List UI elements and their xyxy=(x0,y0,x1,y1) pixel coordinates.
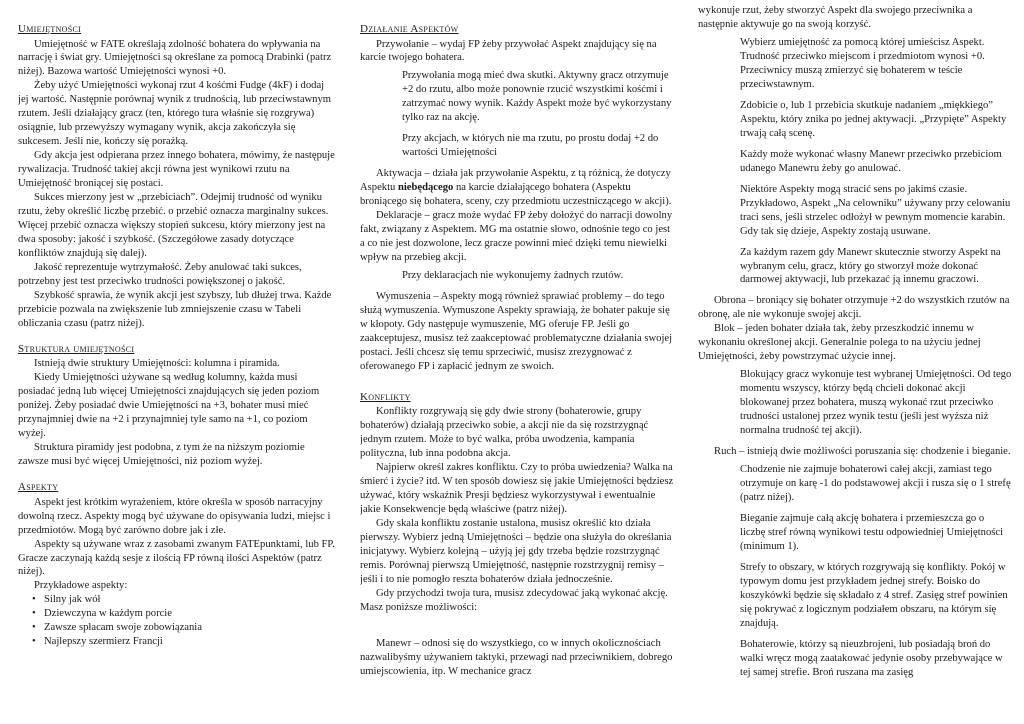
indented-block xyxy=(740,368,1012,438)
paragraph: Chodzenie nie zajmuje bohaterowi całej akcji, zamiast tego otrzymuje on karę -1 do podstawowej akcji i rusza się o 1 strefę (patrz niżej). xyxy=(740,464,1011,504)
column-middle xyxy=(360,22,674,722)
paragraph: Najpierw określ zakres konfliktu. Czy to próba uwiedzenia? Walka na śmierć i życie? itd. W ten sposób dowiesz się jakie Umiejętności będziesz używać, który wskaźnik Presji będziesz wykorzystywał i ewentualnie jakie Konsekwencje będą właściwe (patrz niżej). xyxy=(360,462,674,516)
section-title-aspect-actions: Działanie Aspektów xyxy=(360,23,459,35)
paragraph: Każdy może wykonać własny Manewr przeciwko przebiciom udanego Manewru żeby go anulować. xyxy=(740,148,1002,174)
indented-block xyxy=(402,69,674,160)
paragraph: Wybierz umiejętność za pomocą której umieścisz Aspekt. Trudność przeciwko miejscom i przedmiotom wynosi +0. Przeciwnicy muszą zmierzyć się bohaterem w teście przeciwstawnym. xyxy=(740,36,985,90)
paragraph: Kiedy Umiejętności używane są według kolumny, każda musi posiadać jedną lub więcej Umiejętności znajdujących się jeden poziom poniżej. Żeby posiadać dwie Umiejętności na +3, bohater musi mieć przynajmniej dwie na +2 i przynajmniej tyle samo na +1, co poziom wyżej. xyxy=(18,372,320,440)
paragraph: Bieganie zajmuje całą akcję bohatera i przemieszcza go o liczbę stref równą wynikowi testu odpowiedniej Umiejętności (minimum 1). xyxy=(740,513,1004,552)
paragraph: Żeby użyć Umiejętności wykonaj rzut 4 kośćmi Fudge (4kF) i dodaj jej wartość. Następnie porównaj wynik z trudnością, lub przeciwstawnym rzutem. Jeśli działający gracz (ten, którego tura właśnie się rozgrywa) osiągnie, lub przewyższy wymagany wynik, akcja zakończyła się sukcesem. Jeśli nie, kończy się porażką. xyxy=(18,80,332,148)
paragraph: Przy deklaracjach nie wykonujemy żadnych rzutów. xyxy=(402,270,624,282)
paragraph: Obrona – broniący się bohater otrzymuje +2 do wszystkich rzutów na obronę, ale nie wykonuje swojej akcji. xyxy=(698,295,1010,321)
bold-word: niebędącego xyxy=(397,182,454,194)
column-left xyxy=(18,22,336,722)
paragraph: Manewr – odnosi się do wszystkiego, co w innych okolicznościach nazwalibyśmy używaniem taktyki, przewagi nad przeciwnikiem, dobrego umiejscowienia, itp. W mechanice gracz xyxy=(360,637,673,677)
paragraph: Gdy skala konfliktu zostanie ustalona, musisz określić kto działa pierwszy. Wybierz jedną Umiejętności – będzie ona służyła do określania inicjatywy. Wybierz kolejną – użyją jej gdy trzeba będzie rozstrzygnąć remis. Porównaj pierwszą Umiejętność, następnie rozstrzygnij remisy – jeśli i to nie pomogło reszta bohaterów działa jednocześnie. xyxy=(360,518,672,585)
section-title-aspects: Aspekty xyxy=(18,481,59,494)
section-title-skill-structure: Struktura umiejętności xyxy=(18,342,135,355)
list-item: • Zawsze spłacam swoje zobowiązania xyxy=(32,621,336,635)
paragraph: Aspekt jest krótkim wyrażeniem, które określa w sposób narracyjny dowolną rzecz. Aspekty mogą być używane do opisywania ludzi, miejsc i przedmiotów. Mogą być zarówno dobre jak i złe. xyxy=(18,496,331,536)
paragraph: Wymuszenia – Aspekty mogą również sprawiać problemy – do tego służą wymuszenia. Wymuszone Aspekty sprawiają, że bohater pakuje się w kłopoty. Gdy następuje wymuszenie, MG oferuje FP. Jeśli go zaakceptujesz, musisz też zaakceptować problematyczne działania swojej postaci. Jeśli chcesz się temu sprzeciwić, musisz zrezygnować z oferowanego FP i zapłacić jednym ze swoich. xyxy=(360,291,673,372)
indented-block xyxy=(740,36,1012,288)
paragraph: Przy akcjach, w których nie ma rzutu, po prostu dodaj +2 do wartości Umiejętności xyxy=(402,133,659,159)
paragraph: Sukces mierzony jest w „przebiciach”. Odejmij trudność od wyniku rzutu, żeby określić liczbę przebić. o przebić oznacza marginalny sukces. Więcej przebić oznacza większy stopień sukcesu, który mierzony jest na dwa sposoby: jakość i szybkość. (Szczegółowe zasady dotyczące konfliktów znajdują się dalej). xyxy=(18,192,329,260)
paragraph: Aspekty są używane wraz z zasobami zwanym FATEpunktami, lub FP. Gracze zaczynają każdą sesje z ilością FP równą ilości Aspektów (patrz niżej). xyxy=(18,538,335,578)
paragraph: Przywołanie – wydaj FP żeby przywołać Aspekt znajdujący się na karcie twojego bohatera. xyxy=(360,38,657,64)
paragraph: Istnieją dwie struktury Umiejętności: kolumna i piramida. xyxy=(34,358,280,370)
paragraph: Aktywacja – działa jak przywołanie Aspektu, z tą różnicą, że dotyczy Aspektu niebędącego na karcie działającego bohatera (Aspektu broniącego się bohatera, sceny, czy przedmiotu uczestniczącego w akcji). xyxy=(360,168,672,208)
section-title-conflicts: Konflikty xyxy=(360,390,411,403)
list-item: • Najlepszy szermierz Francji xyxy=(32,635,336,649)
indented-block xyxy=(402,269,674,283)
paragraph: Konflikty rozgrywają się gdy dwie strony (bohaterowie, grupy bohaterów) działają przeciwko sobie, a akcji nie da się rozstrzygnąć jednym rzutem. Może to być walka, próba uwodzenia, kampania polityczna, lub inna podobna akcja. xyxy=(360,406,649,460)
paragraph: Ruch – istnieją dwie możliwości poruszania się: chodzenie i bieganie. xyxy=(714,446,1011,458)
paragraph: Za każdym razem gdy Manewr skutecznie stworzy Aspekt na wybranym celu, gracz, który go stworzył może dokonać darmowej aktywacji, lub przekazać ją innemu graczowi. xyxy=(740,246,1001,286)
list-item: • Dziewczyna w każdym porcie xyxy=(32,607,336,621)
section-title-skills: Umiejętności xyxy=(18,23,82,35)
paragraph: Blokujący gracz wykonuje test wybranej Umiejętności. Od tego momentu wszyscy, którzy będą chcieli dokonać akcji blokowanej przez bohatera, muszą wykonać rzut przeciwko trudności ustalonej przez wynik testu (jeśli jest wyższa niż normalna trudność tej akcji). xyxy=(740,369,1012,437)
paragraph: Deklaracje – gracz może wydać FP żeby dołożyć do narracji dowolny fakt, związany z Aspektem. MG ma ostatnie słowo, odnośnie tego co jest a co nie jest dozwolone, lecz gracze powinni mieć dzięki temu niewielki wpływ na przebieg akcji. xyxy=(360,210,673,264)
paragraph: Blok – jeden bohater działa tak, żeby przeszkodzić innemu w wykonaniu określonej akcji. Generalnie polega to na użyciu jednej Umiejętności, żeby powstrzymać użycie innej. xyxy=(698,323,981,363)
paragraph: Zdobicie o, lub 1 przebicia skutkuje nadaniem „miękkiego” Aspektu, który znika po jednej aktywacji. „Przypięte” Aspekty trwają całą scenę. xyxy=(740,99,1007,139)
paragraph: Jakość reprezentuje wytrzymałość. Żeby anulować taki sukces, potrzebny jest test przeciwko trudności powiększonej o jakość. xyxy=(18,262,302,287)
paragraph: Struktura piramidy jest podobna, z tym że na niższym poziomie zawsze musi być więcej Umiejętności, niż poziom wyżej. xyxy=(18,442,305,468)
paragraph: Gdy akcja jest odpierana przez innego bohatera, mówimy, że następuje rywalizacja. Trudność takiej akcji równa jest wynikowi rzutu na Umiejętność broniącej się postaci. xyxy=(18,150,335,190)
paragraph: Bohaterowie, którzy są nieuzbrojeni, lub posiadają broń do walki wręcz mogą zaatakować jedynie osoby przebywające w tej samej strefie. Broń ruszana ma zasięg xyxy=(740,638,1003,678)
paragraph: Umiejętność w FATE określają zdolność bohatera do wpływania na narrację i świat gry. Umiejętności są określane za pomocą Drabinki (patrz niżej). Bazowa wartość Umiejętności wynosi +0. xyxy=(18,38,332,78)
paragraph: Przykładowe aspekty: xyxy=(34,580,128,592)
paragraph: Szybkość sprawia, że wynik akcji jest szybszy, lub dłużej trwa. Każde przebicie pozwala na zwiększenie lub zmniejszenie czasu w Tabeli obliczania czasu (patrz niżej). xyxy=(18,289,332,329)
aspect-examples-list xyxy=(32,593,336,649)
list-item: • Silny jak wół xyxy=(32,593,336,607)
paragraph: Gdy przychodzi twoja tura, musisz zdecydować jaką wykonać akcję. Masz poniższe możliwości: xyxy=(360,587,668,613)
paragraph: Niektóre Aspekty mogą stracić sens po jakimś czasie. Przykładowo, Aspekt „Na celowniku” używany przy celowaniu traci sens, jeśli strzelec odłożył w pewnym momencie karabin. Gdy tak się dzieje, Aspekty zostają usuwane. xyxy=(740,183,1011,237)
paragraph: Przywołania mogą mieć dwa skutki. Aktywny gracz otrzymuje +2 do rzutu, albo może ponownie rzucić wszystkimi kośćmi i zatrzymać nowy wynik. Każdy Aspekt może być wykorzystany tylko raz na akcję. xyxy=(402,70,672,124)
paragraph: wykonuje rzut, żeby stworzyć Aspekt dla swojego przeciwnika a następnie aktywuje go na swoją korzyść. xyxy=(698,5,973,30)
indented-block xyxy=(740,463,1012,680)
column-right xyxy=(698,4,1012,724)
paragraph: Strefy to obszary, w których rozgrywają się konflikty. Pokój w typowym domu jest przykładem jednej strefy. Boisko do koszykówki będzie się składało z 4 stref. Zasięg stref powinien się pokrywać z logicznym podziałem obszaru, na którym się znajdują. xyxy=(740,561,1008,629)
